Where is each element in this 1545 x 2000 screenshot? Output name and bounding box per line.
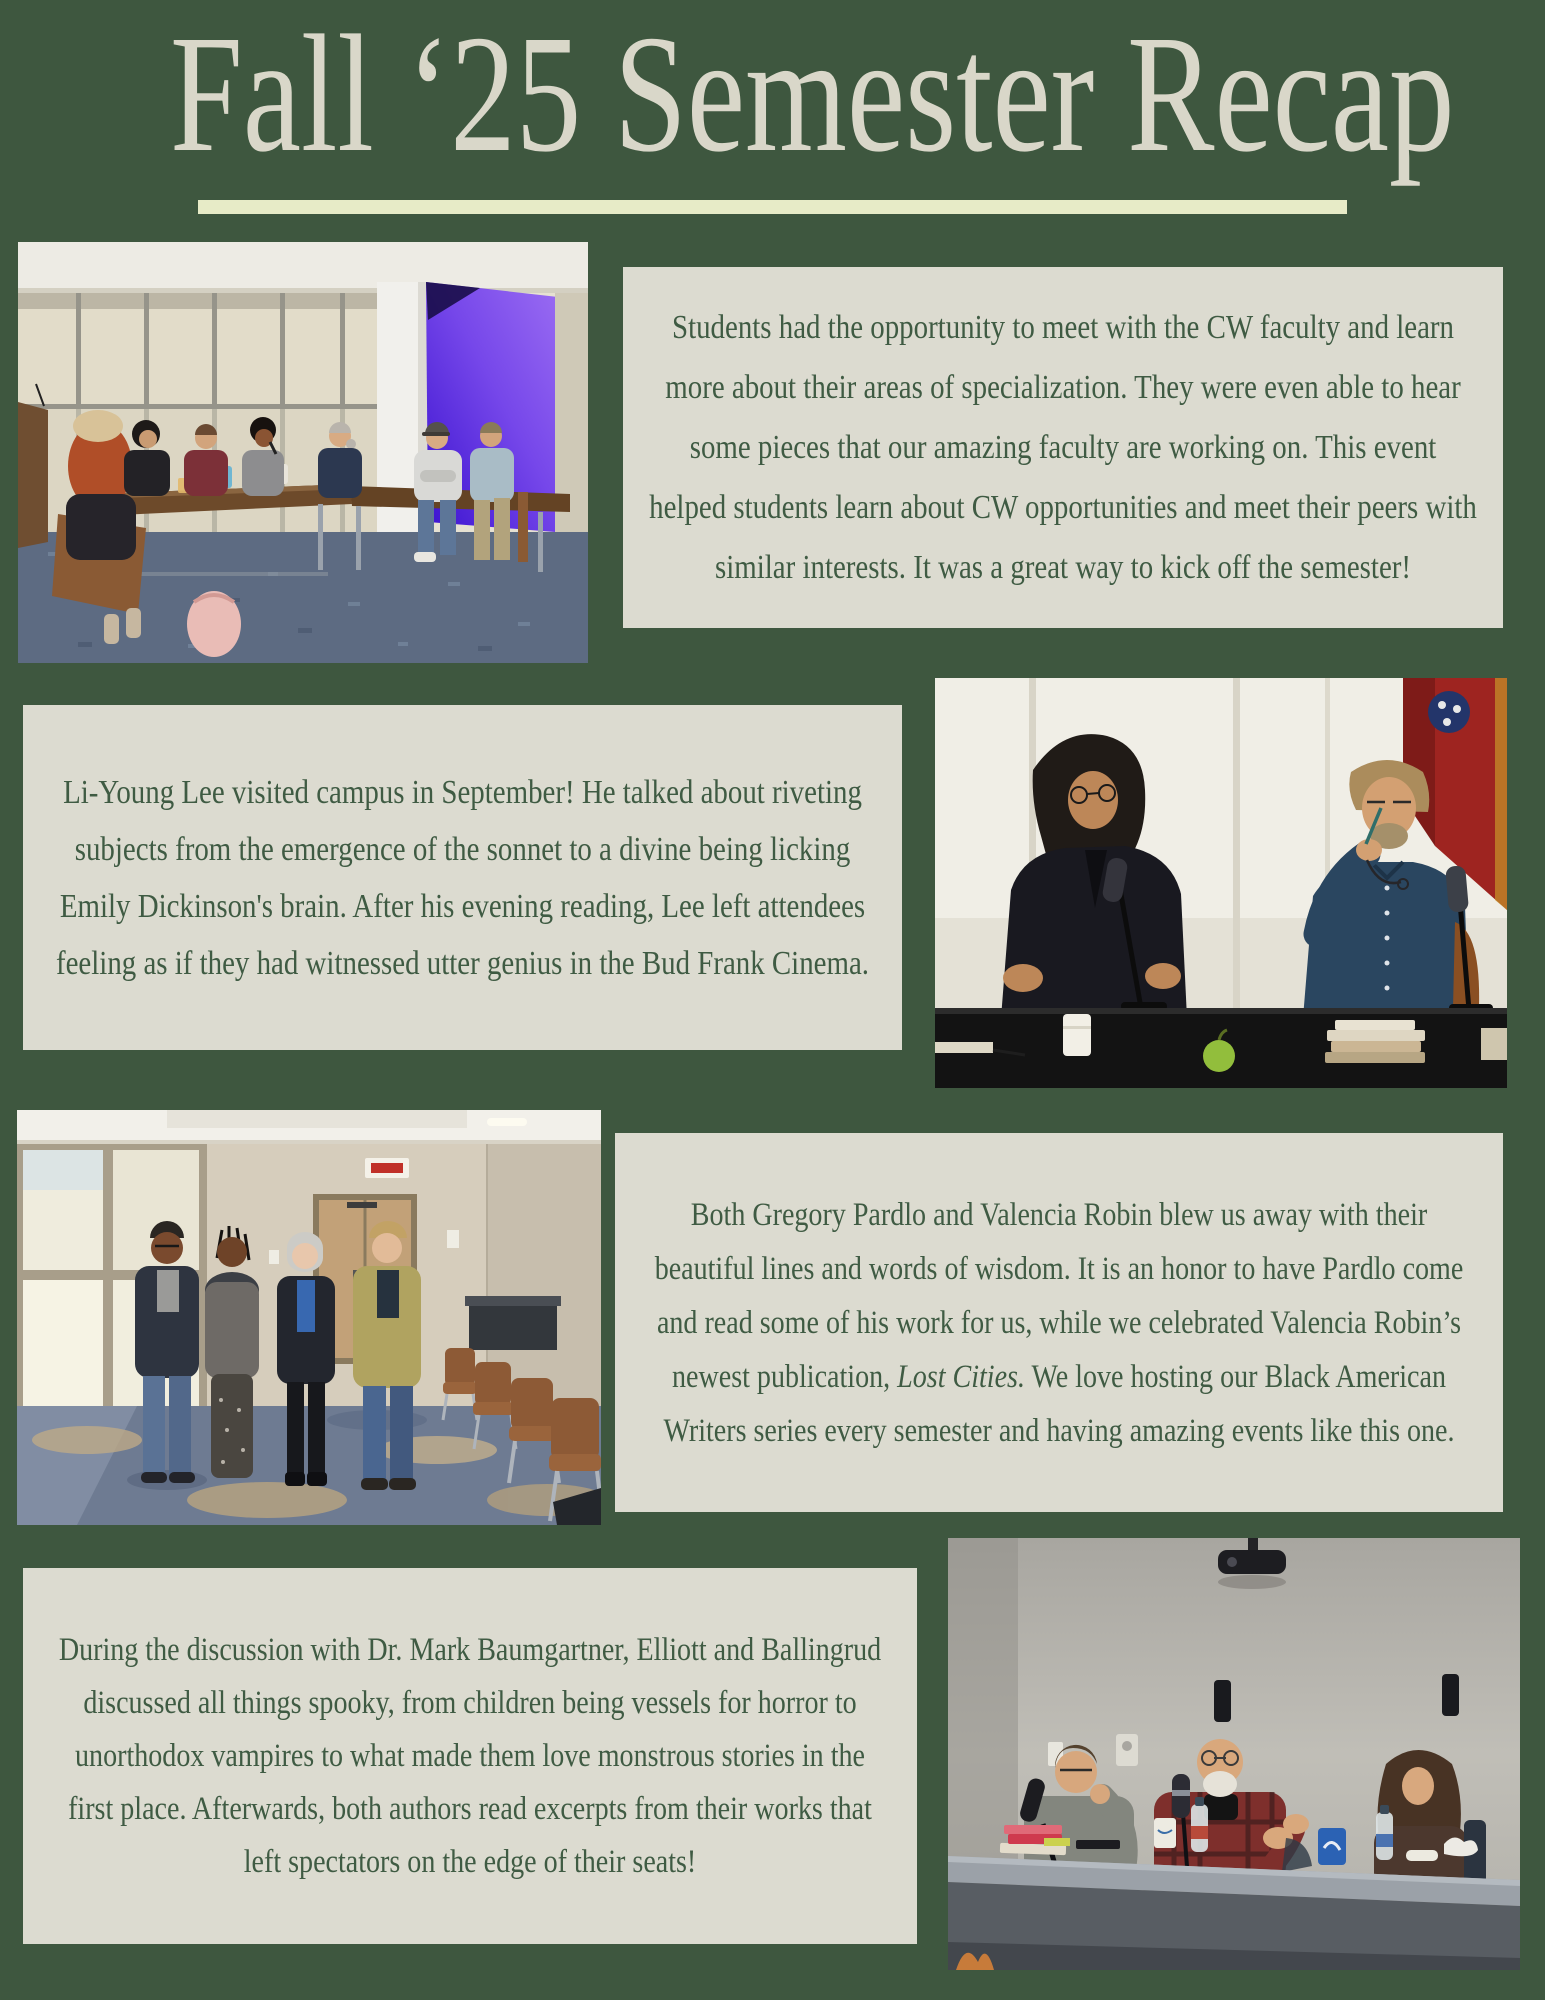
- exit-sign: [365, 1158, 409, 1178]
- paragraph-segment: We love hosting our Black American Writers series every semester and having amazing events like this one.: [663, 1358, 1455, 1449]
- pink-backpack: [187, 591, 241, 657]
- photo-li-young-lee: [935, 678, 1507, 1088]
- faculty-mixer-scene: [18, 242, 588, 663]
- text-box-li-young-lee: [23, 705, 902, 1050]
- li-young-lee-paragraph: Li-Young Lee visited campus in September! He talked about riveting subjects from the emergence of the sonnet to a divine being licking Emily Dickinson's brain. After his evening reading, Lee left attendees feeling as if they had witnessed utter genius in the Bud Frank Cinema.: [55, 773, 870, 982]
- page-title: Fall ‘25 Semester Recap: [169, 1, 1455, 187]
- paragraph-segment: Both Gregory Pardlo and Valencia Robin blew us away with their beautiful lines and words of wisdom. It is an honor to have Pardlo come and read some of his work for us, while we celebrated Valencia Robin’s newest publication,: [654, 1196, 1464, 1395]
- faculty-mixer-paragraph: Students had the opportunity to meet with the CW faculty and learn more about their areas of specialization. They were even able to hear some pieces that our amazing faculty are working on. This event helped students learn about CW opportunities and meet their peers with similar interests. It was a great way to kick off the semester!: [649, 308, 1477, 586]
- book-title-lost-cities: Lost Cities.: [897, 1358, 1025, 1395]
- li-young-lee-scene: [935, 678, 1507, 1088]
- photo-black-american-writers: [17, 1110, 601, 1525]
- folding-table: [465, 1296, 561, 1350]
- spooky-panel-scene: [948, 1538, 1520, 1970]
- text-box-black-american-writers: [615, 1133, 1503, 1512]
- text-box-spooky-panel: [23, 1568, 917, 1944]
- black-american-writers-paragraph: [641, 1188, 1477, 1458]
- text-box-faculty-mixer: [623, 267, 1503, 628]
- title-underline-bar: [198, 200, 1347, 214]
- black-american-writers-scene: [17, 1110, 601, 1525]
- table-with-items: [935, 1008, 1507, 1088]
- photo-spooky-panel: [948, 1538, 1520, 1970]
- wall-speaker-right: [1442, 1674, 1459, 1716]
- spooky-panel-paragraph: During the discussion with Dr. Mark Baumgartner, Elliott and Ballingrud discussed all things spooky, from children being vessels for horror to unorthodox vampires to what made them love monstrous stories in the first place. Afterwards, both authors read excerpts from their works that left spectators on the edge of their seats!: [58, 1631, 882, 1880]
- wall-speaker-left: [1214, 1680, 1231, 1722]
- photo-faculty-mixer: [18, 242, 588, 663]
